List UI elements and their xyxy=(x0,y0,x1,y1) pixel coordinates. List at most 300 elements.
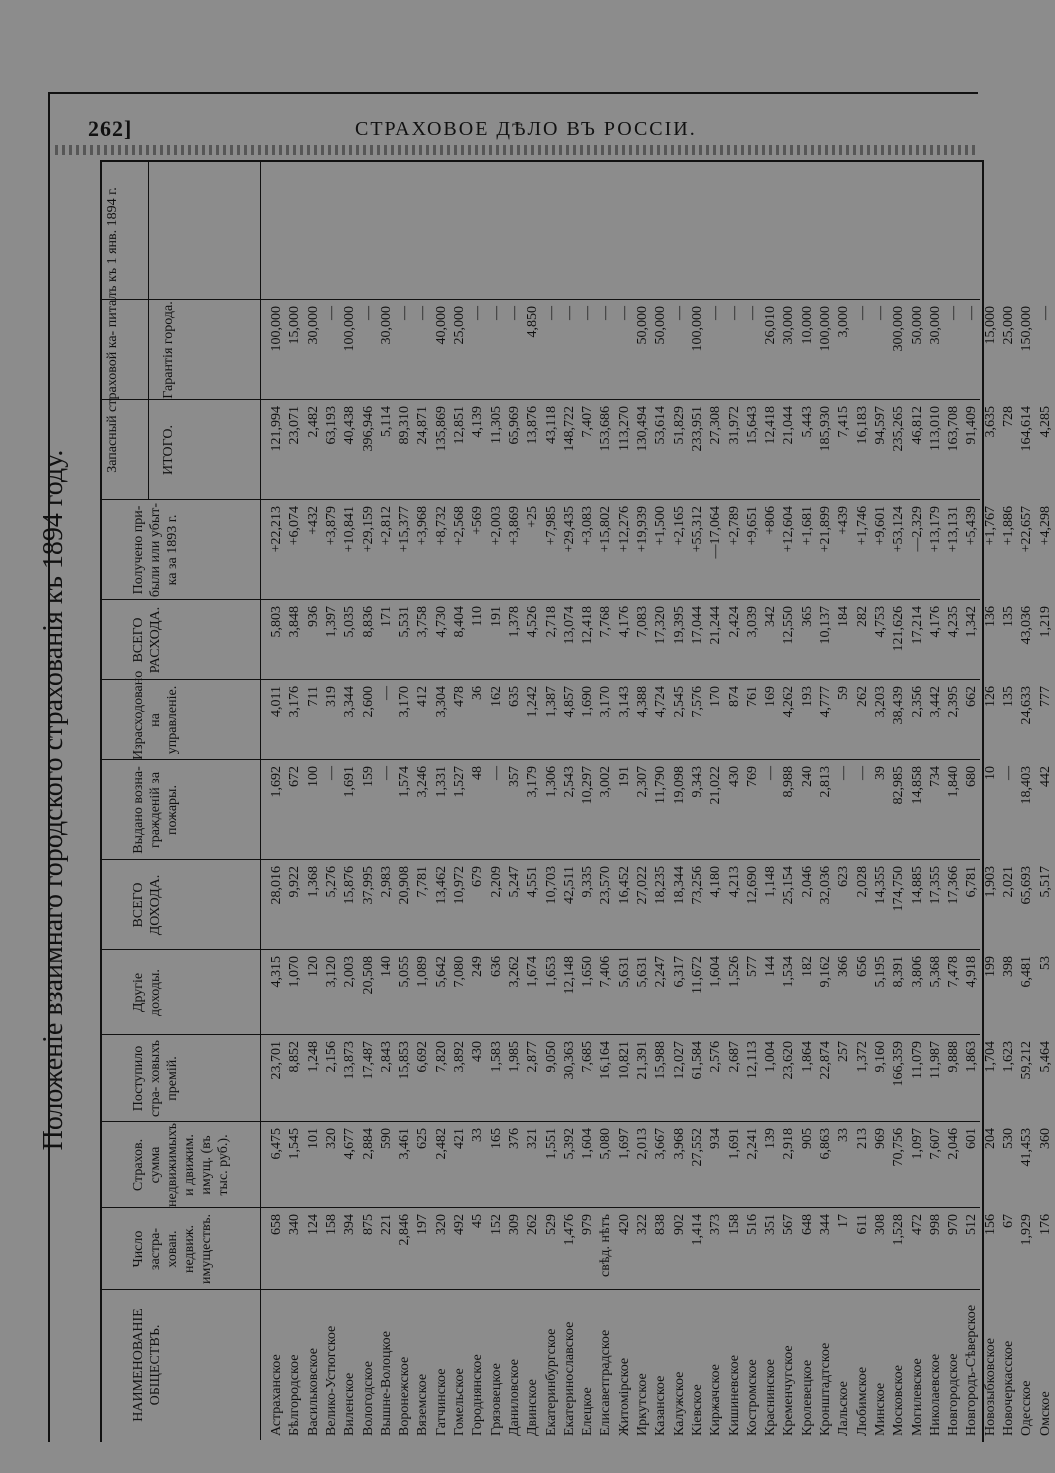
table-cell: +2,003 xyxy=(488,506,504,546)
table-cell: 153,686 xyxy=(598,406,614,452)
table-cell: 656 xyxy=(854,956,870,977)
table-cell: +12,276 xyxy=(616,506,632,553)
society-name: Велико-Устюгское xyxy=(323,1325,339,1436)
column-header: Поступило стра- ховыхъ премій. xyxy=(131,1039,180,1118)
table-cell: 159 xyxy=(360,766,376,787)
table-cell: 7,407 xyxy=(580,406,596,438)
table-cell: +6,074 xyxy=(287,506,303,546)
column-header: Получено при- были или убыт- ка за 1893 г. xyxy=(131,502,180,598)
table-cell: — xyxy=(561,306,577,320)
table-cell: 46,812 xyxy=(909,406,925,445)
table-cell: 262 xyxy=(854,686,870,707)
table-cell: 969 xyxy=(872,1128,888,1149)
table-cell: 2,209 xyxy=(488,866,504,898)
table-cell: 12,418 xyxy=(763,406,779,445)
table-cell: 12,418 xyxy=(580,606,596,645)
table-cell: — xyxy=(854,766,870,780)
table-cell: —17,064 xyxy=(708,506,724,559)
table-cell: 3,262 xyxy=(506,956,522,988)
table-cell: 121,994 xyxy=(269,406,284,452)
table-cell: 875 xyxy=(360,1214,376,1235)
table-cell: — xyxy=(1001,766,1016,780)
table-cell: 17,044 xyxy=(689,606,705,645)
table-cell: 6,481 xyxy=(1019,956,1035,988)
society-name: Могилевское xyxy=(909,1358,925,1436)
table-cell: 1,368 xyxy=(305,866,321,898)
table-cell: — xyxy=(744,306,760,320)
table-cell: 41,453 xyxy=(1019,1128,1035,1167)
table-cell: 322 xyxy=(635,1214,650,1235)
table-cell: 2,813 xyxy=(818,766,833,798)
table-cell: 512 xyxy=(964,1214,980,1235)
table-cell: 221 xyxy=(378,1214,394,1235)
table-cell: 18,235 xyxy=(653,866,669,905)
table-cell: +1,681 xyxy=(799,506,815,546)
table-cell: 13,074 xyxy=(561,606,577,645)
table-cell: 530 xyxy=(1001,1128,1016,1149)
table-cell: 3,635 xyxy=(982,406,998,438)
table-cell: 421 xyxy=(452,1128,467,1149)
society-name: Воронежское xyxy=(397,1356,413,1436)
table-cell: 4,213 xyxy=(726,866,742,898)
table-cell: 148,722 xyxy=(561,406,577,452)
table-cell: +53,124 xyxy=(891,506,907,553)
table-cell: +13,179 xyxy=(927,506,943,553)
table-cell: — xyxy=(708,306,724,320)
table-cell: 197 xyxy=(415,1214,431,1235)
table-row xyxy=(689,160,707,1440)
table-cell: 308 xyxy=(872,1214,888,1235)
society-name: Костромское xyxy=(744,1359,760,1436)
table-cell: 529 xyxy=(543,1214,559,1235)
table-cell: 31,972 xyxy=(726,406,742,445)
table-cell: 235,265 xyxy=(891,406,907,452)
table-cell: 1,650 xyxy=(580,956,596,988)
table-cell: — xyxy=(763,766,779,780)
society-name: Кролевецкое xyxy=(799,1359,815,1436)
table-cell: 4,139 xyxy=(470,406,486,438)
society-name: Любимское xyxy=(854,1366,870,1436)
table-cell: 635 xyxy=(506,686,522,707)
table-cell: 18,403 xyxy=(1019,766,1035,805)
table-cell: 3,806 xyxy=(909,956,925,988)
table-cell: 14,858 xyxy=(909,766,925,805)
table-cell: 1,242 xyxy=(525,686,541,718)
table-cell: 38,439 xyxy=(891,686,907,725)
table-cell: 3,848 xyxy=(287,606,303,638)
society-name: Кіевское xyxy=(689,1384,705,1436)
table-cell: 1,604 xyxy=(708,956,724,988)
table-cell: 1,985 xyxy=(506,1041,522,1073)
table-cell: +3,879 xyxy=(323,506,339,546)
table-cell: 152 xyxy=(488,1214,504,1235)
table-cell: — xyxy=(506,306,522,320)
table-cell: 150,000 xyxy=(1019,306,1035,352)
table-cell: 8,836 xyxy=(360,606,376,638)
table-cell: 3,442 xyxy=(927,686,943,718)
table-cell: — xyxy=(470,306,486,320)
table-row xyxy=(671,160,689,1440)
page-number: 262] xyxy=(88,116,133,141)
table-cell: +29,435 xyxy=(561,506,577,553)
table-cell: +2,812 xyxy=(378,506,394,546)
table-cell: 82,985 xyxy=(891,766,907,805)
table-row xyxy=(780,160,798,1440)
table-cell: 30,000 xyxy=(305,306,321,345)
table-cell: 24,633 xyxy=(1019,686,1035,725)
table-cell: 9,162 xyxy=(818,956,833,988)
column-header: Страхов. сумма недвижимыхъ и движим. имущ. (въ тыс. руб.). xyxy=(131,1123,231,1207)
table-cell: 1,219 xyxy=(1037,606,1053,638)
society-name: Казанское xyxy=(653,1375,669,1436)
table-cell: 7,768 xyxy=(598,606,614,638)
table-cell: 15,000 xyxy=(982,306,998,345)
table-cell: 357 xyxy=(506,766,522,787)
table-cell: +439 xyxy=(836,506,852,535)
table-cell: +8,732 xyxy=(433,506,449,546)
table-cell: 22,874 xyxy=(818,1041,833,1080)
table-cell: 320 xyxy=(323,1128,339,1149)
table-cell: +1,886 xyxy=(1001,506,1016,546)
column-header: ИТОГО. xyxy=(161,425,176,475)
table-cell: 2,482 xyxy=(305,406,321,438)
table-cell: 430 xyxy=(726,766,742,787)
table-cell: 1,528 xyxy=(891,1214,907,1246)
table-cell: 10,297 xyxy=(580,766,596,805)
table-cell: 2,021 xyxy=(1001,866,1016,898)
table-cell: 166,359 xyxy=(891,1041,907,1087)
rotated-table-region xyxy=(38,160,1053,1440)
table-cell: 27,022 xyxy=(635,866,650,905)
table-cell: — xyxy=(598,306,614,320)
table-cell: 5,368 xyxy=(927,956,943,988)
table-cell: +432 xyxy=(305,506,321,535)
table-cell: 184 xyxy=(836,606,852,627)
table-cell: 1,372 xyxy=(854,1041,870,1073)
table-cell: 344 xyxy=(818,1214,833,1235)
table-cell: 430 xyxy=(470,1041,486,1062)
table-cell: 2,918 xyxy=(781,1128,797,1160)
table-cell: — xyxy=(872,306,888,320)
table-cell: 2,046 xyxy=(946,1128,962,1160)
table-cell: 59,212 xyxy=(1019,1041,1035,1080)
table-cell: 9,922 xyxy=(287,866,303,898)
table-cell: 1,574 xyxy=(397,766,413,798)
table-cell: 4,235 xyxy=(946,606,962,638)
table-cell: 672 xyxy=(287,766,303,787)
table-cell: — xyxy=(580,306,596,320)
table-cell: 4,180 xyxy=(708,866,724,898)
table-cell: 3,246 xyxy=(415,766,431,798)
table-cell: 4,011 xyxy=(269,686,284,717)
table-cell: 100,000 xyxy=(342,306,358,352)
table-cell: 309 xyxy=(506,1214,522,1235)
table-cell: 3,002 xyxy=(598,766,614,798)
table-row xyxy=(799,160,817,1440)
table-cell: 51,829 xyxy=(671,406,687,445)
table-cell: 257 xyxy=(836,1041,852,1062)
table-row xyxy=(414,160,432,1440)
table-cell: 728 xyxy=(1001,406,1016,427)
table-cell: 176 xyxy=(1037,1214,1053,1235)
column-header: НАИМЕНОВАНІЕ ОБЩЕСТВЪ. xyxy=(131,1308,163,1422)
table-cell: свѣд. нѣтъ xyxy=(598,1214,614,1277)
table-cell: +15,377 xyxy=(397,506,413,553)
table-cell: 5,631 xyxy=(616,956,632,988)
table-cell: 13,462 xyxy=(433,866,449,905)
table-cell: 169 xyxy=(763,686,779,707)
table-cell: 472 xyxy=(909,1214,925,1235)
table-cell: 1,004 xyxy=(763,1041,779,1073)
table-cell: 37,995 xyxy=(360,866,376,905)
table-cell: 30,000 xyxy=(927,306,943,345)
table-cell: — xyxy=(1037,306,1053,320)
society-name: Минское xyxy=(872,1382,888,1436)
table-cell: 23,071 xyxy=(287,406,303,445)
table-cell: 30,000 xyxy=(378,306,394,345)
table-cell: — xyxy=(836,766,852,780)
table-cell: 1,148 xyxy=(763,866,779,898)
table-row xyxy=(634,160,652,1440)
table-row xyxy=(726,160,744,1440)
table-cell: 9,050 xyxy=(543,1041,559,1073)
table-cell: 636 xyxy=(488,956,504,977)
table-cell: +7,985 xyxy=(543,506,559,546)
table-cell: 567 xyxy=(781,1214,797,1235)
table-cell: 4,388 xyxy=(635,686,650,718)
table-cell: 249 xyxy=(470,956,486,977)
society-name: Елисаветградское xyxy=(598,1329,614,1436)
table-cell: 936 xyxy=(305,606,321,627)
table-cell: 2,307 xyxy=(635,766,650,798)
table-cell: 12,851 xyxy=(452,406,467,445)
table-cell: 6,475 xyxy=(269,1128,284,1160)
table-cell: 3,143 xyxy=(616,686,632,718)
table-row xyxy=(506,160,524,1440)
table-cell: 30,363 xyxy=(561,1041,577,1080)
society-name: Виленское xyxy=(342,1372,358,1436)
table-cell: 19,098 xyxy=(671,766,687,805)
table-cell: 59 xyxy=(836,686,852,700)
table-cell: 21,391 xyxy=(635,1041,650,1080)
table-cell: — xyxy=(323,766,339,780)
table-cell: 9,160 xyxy=(872,1041,888,1073)
table-cell: 89,310 xyxy=(397,406,413,445)
society-name: Новгородское xyxy=(946,1353,962,1436)
society-name: Кременчугское xyxy=(781,1345,797,1436)
table-cell: 7,781 xyxy=(415,866,431,898)
society-name: Лальское xyxy=(836,1381,852,1436)
table-cell: 199 xyxy=(982,956,998,977)
table-cell: 40,000 xyxy=(433,306,449,345)
table-cell: 5,055 xyxy=(397,956,413,988)
table-cell: 2,424 xyxy=(726,606,742,638)
table-cell: 2,003 xyxy=(342,956,358,988)
table-cell: — xyxy=(323,306,339,320)
table-cell: 321 xyxy=(525,1128,541,1149)
table-cell: 28,016 xyxy=(269,866,284,905)
table-cell: 4,176 xyxy=(927,606,943,638)
table-row xyxy=(982,160,1000,1440)
table-cell: 5,276 xyxy=(323,866,339,898)
table-cell: 25,000 xyxy=(452,306,467,345)
table-cell: 16,452 xyxy=(616,866,632,905)
table-cell: 3,892 xyxy=(452,1041,467,1073)
table-cell: 1,248 xyxy=(305,1041,321,1073)
insurance-table xyxy=(100,160,1053,1440)
column-header: Другіе доходы. xyxy=(131,969,163,1016)
table-cell: 1,903 xyxy=(982,866,998,898)
society-name: Московское xyxy=(891,1365,907,1436)
society-name: Двинское xyxy=(525,1379,541,1436)
table-cell: 14,355 xyxy=(872,866,888,905)
table-cell: +2,165 xyxy=(671,506,687,546)
table-cell: 94,597 xyxy=(872,406,888,445)
table-cell: 10,703 xyxy=(543,866,559,905)
table-cell: 492 xyxy=(452,1214,467,1235)
table-cell: 156 xyxy=(982,1214,998,1235)
table-row xyxy=(707,160,725,1440)
table-cell: 10,972 xyxy=(452,866,467,905)
table-cell: +13,131 xyxy=(946,506,962,553)
table-cell: 4,176 xyxy=(616,606,632,638)
table-cell: +5,439 xyxy=(964,506,980,546)
table-cell: +15,802 xyxy=(598,506,614,553)
table-cell: 139 xyxy=(763,1128,779,1149)
column-header: Выдано возна- гражденій за пожары. xyxy=(131,766,180,854)
table-cell: 478 xyxy=(452,686,467,707)
table-cell: +9,601 xyxy=(872,506,888,546)
table-cell: 140 xyxy=(378,956,394,977)
column-header: ВСЕГО ДОХОДА. xyxy=(131,874,163,936)
society-name: Одесское xyxy=(1019,1380,1035,1436)
table-cell: 61,584 xyxy=(689,1041,705,1080)
table-cell: 20,908 xyxy=(397,866,413,905)
table-cell: 11,672 xyxy=(689,956,705,994)
table-cell: +1,746 xyxy=(854,506,870,546)
table-cell: +1,767 xyxy=(982,506,998,546)
table-cell: +29,159 xyxy=(360,506,376,553)
table-cell: 1,674 xyxy=(525,956,541,988)
table-cell: 3,968 xyxy=(671,1128,687,1160)
table-cell: 366 xyxy=(836,956,852,977)
table-row xyxy=(268,160,286,1440)
table-cell: 970 xyxy=(946,1214,962,1235)
society-name: Кронштадтское xyxy=(818,1342,833,1436)
table-cell: 2,156 xyxy=(323,1041,339,1073)
table-cell: 679 xyxy=(470,866,486,887)
society-name: Астраханское xyxy=(269,1354,284,1436)
table-cell: 13,876 xyxy=(525,406,541,445)
table-cell: +12,604 xyxy=(781,506,797,553)
table-cell: 25,000 xyxy=(1001,306,1016,345)
table-cell: 36 xyxy=(470,686,486,700)
table-cell: 162 xyxy=(488,686,504,707)
table-cell: 185,930 xyxy=(818,406,833,452)
table-cell: 7,607 xyxy=(927,1128,943,1160)
table-cell: 3,000 xyxy=(836,306,852,338)
table-cell: 10,000 xyxy=(799,306,815,345)
table-cell: 15,876 xyxy=(342,866,358,905)
table-cell: 7,415 xyxy=(836,406,852,438)
table-row xyxy=(854,160,872,1440)
table-cell: 3,179 xyxy=(525,766,541,798)
table-cell: 4,285 xyxy=(1037,406,1053,438)
table-row xyxy=(909,160,927,1440)
table-cell: 25,154 xyxy=(781,866,797,905)
table-cell: 902 xyxy=(671,1214,687,1235)
table-cell: 342 xyxy=(763,606,779,627)
society-name: Вышне-Волоцкое xyxy=(378,1331,394,1436)
table-cell: 15,000 xyxy=(287,306,303,345)
table-title: Положеніе взаимнаго городского страхованія къ 1894 году. xyxy=(38,449,69,1151)
table-cell: 1,545 xyxy=(287,1128,303,1160)
table-cell: — xyxy=(488,306,504,320)
table-cell: 5,392 xyxy=(561,1128,577,1160)
table-cell: 1,863 xyxy=(964,1041,980,1073)
table-cell: 53,614 xyxy=(653,406,669,445)
table-cell: 1,387 xyxy=(543,686,559,718)
table-cell: 601 xyxy=(964,1128,980,1149)
table-cell: 1,378 xyxy=(506,606,522,638)
table-cell: 4,857 xyxy=(561,686,577,718)
table-cell: — xyxy=(854,306,870,320)
table-cell: — xyxy=(671,306,687,320)
table-cell: 1,070 xyxy=(287,956,303,988)
society-name: Даниловское xyxy=(506,1359,522,1436)
table-cell: 3,170 xyxy=(397,686,413,718)
table-cell: 625 xyxy=(415,1128,431,1149)
table-cell: 734 xyxy=(927,766,943,787)
table-cell: +2,789 xyxy=(726,506,742,546)
table-cell: 373 xyxy=(708,1214,724,1235)
table-cell: 4,315 xyxy=(269,956,284,988)
table-cell: 1,704 xyxy=(982,1041,998,1073)
table-row xyxy=(817,160,835,1440)
table-cell: 4,262 xyxy=(781,686,797,718)
table-cell: 5,464 xyxy=(1037,1041,1053,1073)
society-name: Омское xyxy=(1037,1391,1053,1436)
table-cell: 648 xyxy=(799,1214,815,1235)
table-cell: +22,657 xyxy=(1019,506,1035,553)
table-cell: 8,404 xyxy=(452,606,467,638)
table-cell: 4,777 xyxy=(818,686,833,718)
society-name: Вологодское xyxy=(360,1361,376,1436)
society-name: Николаевское xyxy=(927,1353,943,1436)
table-cell: 53 xyxy=(1037,956,1053,970)
group-rule xyxy=(148,160,149,500)
table-cell: 158 xyxy=(323,1214,339,1235)
table-cell: 282 xyxy=(854,606,870,627)
table-cell: 2,983 xyxy=(378,866,394,898)
table-cell: 12,550 xyxy=(781,606,797,645)
society-name: Елецкое xyxy=(580,1387,596,1436)
table-cell: 174,750 xyxy=(891,866,907,912)
table-row xyxy=(433,160,451,1440)
table-cell: 100,000 xyxy=(269,306,284,352)
table-cell: 27,552 xyxy=(689,1128,705,1167)
table-cell: 39 xyxy=(872,766,888,780)
table-cell: +4,298 xyxy=(1037,506,1053,546)
table-row xyxy=(469,160,487,1440)
table-cell: 979 xyxy=(580,1214,596,1235)
table-cell: 158 xyxy=(726,1214,742,1235)
table-cell: 113,010 xyxy=(927,406,943,451)
top-rule xyxy=(48,92,978,94)
table-cell: 3,170 xyxy=(598,686,614,718)
table-cell: +25 xyxy=(525,506,541,528)
table-cell: 113,270 xyxy=(616,406,632,451)
